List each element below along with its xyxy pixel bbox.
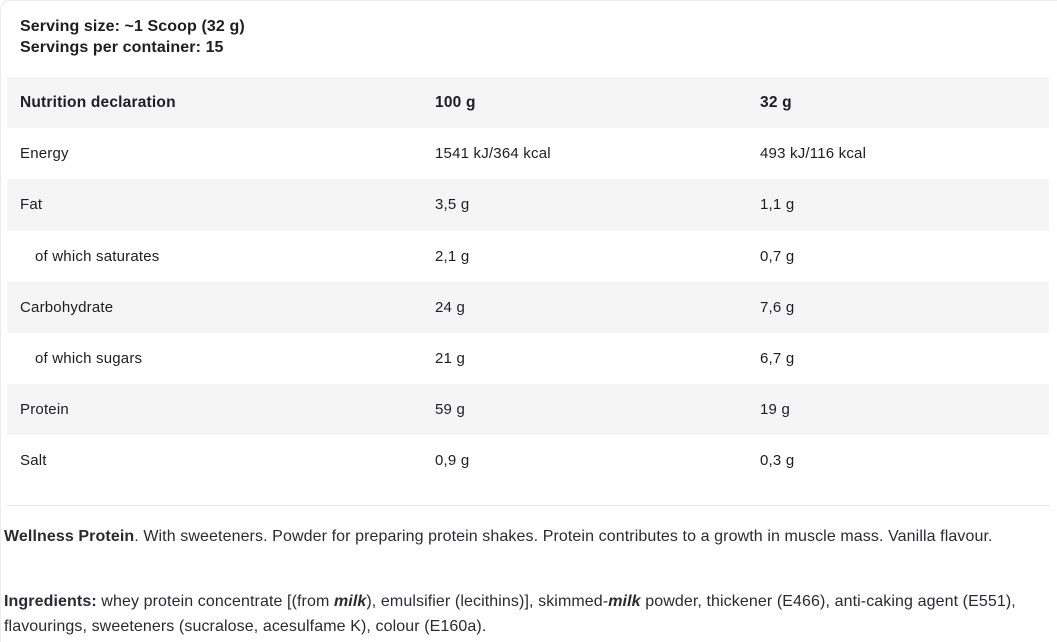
allergen-milk-1: milk [333, 593, 367, 610]
servings-per-container-text: Servings per container: 15 [20, 39, 224, 56]
ingredients-text-1: whey protein concentrate [(from [96, 593, 334, 610]
value-per-100g: 24 g [435, 298, 465, 316]
header-per-100g: 100 g [435, 93, 476, 111]
ingredients-text-2: ), emulsifier (lecithins)], skimmed- [366, 593, 609, 610]
value-per-100g: 59 g [435, 401, 465, 419]
value-per-serving: 1,1 g [760, 196, 795, 214]
description-text: . With sweeteners. Powder for preparing protein shakes. Protein contributes to a growth in muscle mass. Vanilla flavour. [134, 528, 993, 545]
nutrient-label: Energy [20, 145, 69, 163]
nutrient-label: Carbohydrate [20, 298, 114, 316]
value-per-100g: 2,1 g [435, 247, 470, 265]
table-header-row [7, 77, 1049, 128]
ingredients-paragraph [4, 589, 1054, 639]
value-per-serving: 0,7 g [760, 247, 795, 265]
table-row-fat [7, 179, 1049, 230]
serving-info [20, 16, 245, 58]
table-row-salt [7, 435, 1049, 486]
nutrient-label: Protein [20, 401, 69, 419]
serving-size-text: Serving size: ~1 Scoop (32 g) [20, 18, 245, 35]
value-per-100g: 21 g [435, 350, 465, 368]
nutrient-label: of which sugars [35, 350, 143, 368]
ingredients-label: Ingredients: [4, 593, 97, 610]
allergen-milk-2: milk [608, 593, 641, 610]
value-per-serving: 493 kJ/116 kcal [760, 145, 867, 163]
nutrition-table [7, 77, 1049, 487]
header-nutrition-declaration: Nutrition declaration [20, 93, 176, 111]
product-name: Wellness Protein [4, 528, 135, 545]
value-per-100g: 1541 kJ/364 kcal [435, 145, 551, 163]
ingredients-text-3: powder, thickener (E466), anti-caking agent (E551), flavourings, sweeteners (sucralose, acesulfame K), colour (E160a). [4, 593, 1016, 635]
divider [7, 505, 1050, 506]
nutrient-label: of which saturates [35, 247, 160, 265]
table-row-saturates [7, 231, 1049, 282]
table-row-carbohydrate [7, 282, 1049, 333]
table-row-sugars [7, 333, 1049, 384]
value-per-100g: 0,9 g [435, 452, 470, 470]
value-per-serving: 0,3 g [760, 452, 795, 470]
nutrient-label: Salt [20, 452, 47, 470]
header-per-serving: 32 g [760, 93, 792, 111]
product-description [4, 524, 1054, 549]
value-per-100g: 3,5 g [435, 196, 470, 214]
value-per-serving: 19 g [760, 401, 790, 419]
nutrient-label: Fat [20, 196, 43, 214]
table-row-protein [7, 384, 1049, 435]
table-row-energy [7, 128, 1049, 179]
value-per-serving: 7,6 g [760, 298, 795, 316]
value-per-serving: 6,7 g [760, 350, 795, 368]
